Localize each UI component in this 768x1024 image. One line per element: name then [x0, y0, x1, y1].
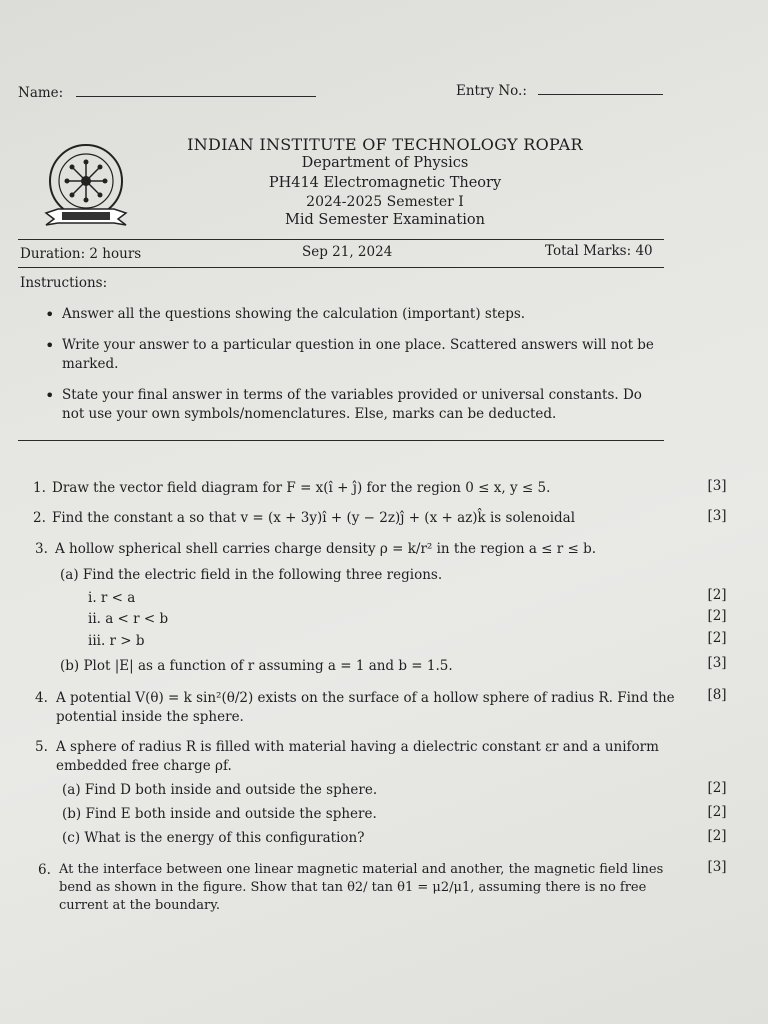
question-marks: [3]	[707, 478, 727, 494]
exam-title: Mid Semester Examination	[285, 212, 485, 228]
session-label: 2024-2025 Semester I	[306, 194, 464, 210]
subpart-text: ii. a < r < b	[88, 611, 169, 627]
question-marks: [2]	[707, 828, 727, 844]
question-text: A hollow spherical shell carries charge density ρ = k/r² in the region a ≤ r ≤ b.	[55, 541, 597, 557]
entry-field-line[interactable]	[538, 94, 663, 95]
question-number: 6.	[38, 862, 51, 878]
course-name: PH414 Electromagnetic Theory	[268, 175, 502, 191]
question-number: 1.	[33, 480, 46, 496]
subquestion-text: (c) What is the energy of this configuration?	[62, 830, 365, 846]
institute-title: INDIAN INSTITUTE OF TECHNOLOGY ROPAR	[187, 135, 583, 154]
question-marks: [2]	[707, 630, 727, 646]
question-marks: [3]	[707, 655, 727, 671]
instructions-divider	[18, 440, 664, 441]
question-marks: [3]	[707, 859, 727, 875]
question-number: 2.	[33, 510, 46, 526]
iit-ropar-emblem-icon	[44, 143, 128, 229]
question-marks: [3]	[707, 508, 727, 524]
question-marks: [2]	[707, 587, 727, 603]
name-field-line[interactable]	[76, 96, 316, 97]
question-number: 4.	[35, 690, 48, 706]
total-marks: Total Marks: 40	[545, 243, 653, 259]
subquestion-text: (b) Find E both inside and outside the sphere.	[62, 806, 377, 822]
subquestion-text: (a) Find D both inside and outside the sphere.	[62, 782, 378, 798]
question-marks: [2]	[707, 608, 727, 624]
subquestion-text: (b) Plot |E| as a function of r assuming a = 1 and b = 1.5.	[60, 658, 453, 674]
exam-date: Sep 21, 2024	[302, 244, 393, 260]
subpart-text: i. r < a	[88, 590, 136, 606]
question-marks: [2]	[707, 804, 727, 820]
instructions-title: Instructions:	[20, 275, 108, 291]
entry-label: Entry No.:	[456, 83, 527, 99]
question-text: A potential V(θ) = k sin²(θ/2) exists on the surface of a hollow sphere of radius R. Find the potential inside the sphere.	[56, 690, 675, 725]
subpart-text: iii. r > b	[88, 633, 145, 649]
instruction-item: • Write your answer to a particular question in one place. Scattered answers will not be marked.	[62, 336, 666, 374]
instruction-item: • State your final answer in terms of the variables provided or universal constants. Do not use your own symbols/nomenclatures. Else, marks can be deducted.	[62, 386, 666, 424]
question-text: At the interface between one linear magnetic material and another, the magnetic field lines bend as shown in the figure. Show that tan θ2/ tan θ1 = μ2/μ1, assuming there is no free current at the boundary.	[59, 862, 664, 913]
header-divider-bottom	[18, 267, 664, 268]
question-marks: [2]	[707, 780, 727, 796]
duration-label: Duration: 2 hours	[20, 246, 142, 262]
question-marks: [8]	[707, 687, 727, 703]
name-label: Name:	[18, 85, 64, 101]
department-name: Department of Physics	[301, 155, 469, 171]
header-divider-top	[18, 239, 664, 240]
question-number: 5.	[35, 739, 48, 755]
question-text: A sphere of radius R is filled with material having a dielectric constant εr and a uniform embedded free charge ρf.	[56, 739, 659, 774]
question-text: Draw the vector field diagram for F = x(î + ĵ) for the region 0 ≤ x, y ≤ 5.	[52, 480, 551, 496]
question-text: Find the constant a so that v = (x + 3y)î + (y − 2z)ĵ + (x + az)k̂ is solenoidal	[52, 510, 576, 526]
question-number: 3.	[35, 541, 48, 557]
subquestion-text: (a) Find the electric field in the following three regions.	[60, 567, 443, 583]
instruction-item: • Answer all the questions showing the calculation (important) steps.	[62, 305, 525, 324]
